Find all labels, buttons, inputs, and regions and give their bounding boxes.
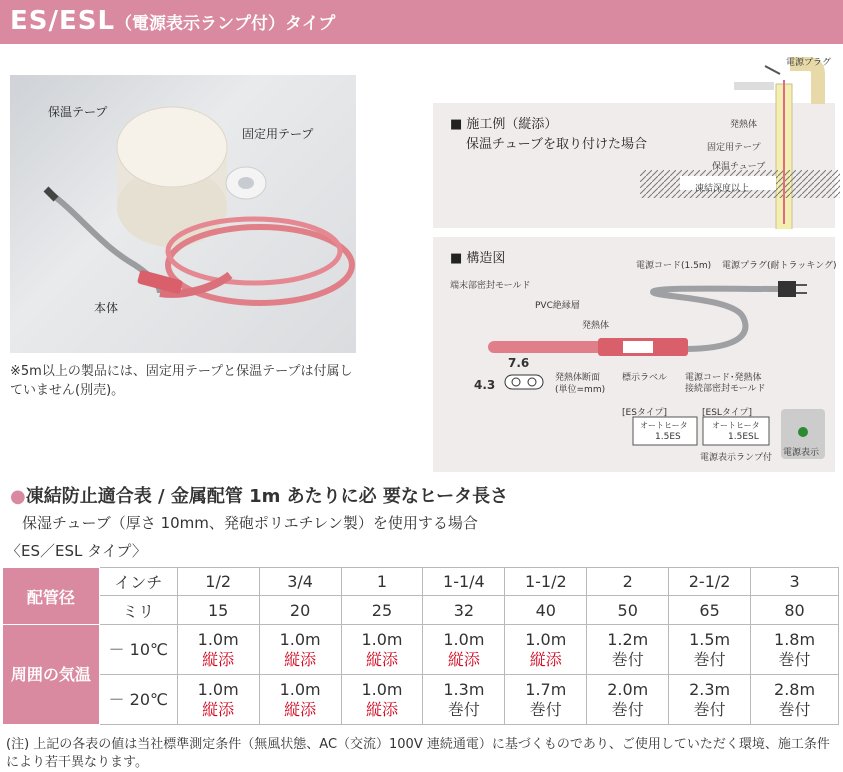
- install-label-fixtape: 固定用テープ: [707, 143, 761, 153]
- label-fixing-tape: 固定用テープ: [242, 127, 314, 141]
- inch-cell: 1/2: [177, 568, 259, 596]
- mm-cell: 15: [177, 596, 259, 625]
- inch-cell: 2: [587, 568, 669, 596]
- struct-lamp-caption: 電源表示ランプ付: [700, 453, 773, 463]
- struct-label-heater: 発熱体: [582, 321, 610, 331]
- install-example-subtitle: 保温チューブを取り付けた場合: [466, 137, 647, 152]
- struct-es-type: [ESタイプ]: [622, 408, 667, 418]
- table-cell: 1.0m 縦添: [259, 675, 341, 725]
- table-cell: 2.0m 巻付: [587, 675, 669, 725]
- table-cell: 1.0m 縦添: [423, 625, 505, 675]
- table-cell: 1.8m 巻付: [751, 625, 839, 675]
- header-pipe: 配管径: [3, 568, 100, 625]
- inch-cell: 3/4: [259, 568, 341, 596]
- inch-cell: 1: [341, 568, 423, 596]
- table-cell: 1.2m 巻付: [587, 625, 669, 675]
- temp-label: － 20℃: [99, 675, 177, 725]
- struct-es-code: 1.5ES: [655, 432, 681, 442]
- table-cell: 1.3m 巻付: [423, 675, 505, 725]
- header-temp: 周囲の気温: [3, 625, 100, 725]
- table-cell: 2.8m 巻付: [751, 675, 839, 725]
- title-main: ES/ESL: [10, 6, 116, 36]
- table-cell: 2.3m 巻付: [669, 675, 751, 725]
- table-cell: 1.0m 縦添: [341, 675, 423, 725]
- table-cell: 1.0m 縦添: [259, 625, 341, 675]
- footnote: (注) 上記の各表の値は当社標準測定条件（無風状態、AC（交流）100V 連続通電）に基づくものであり、ご使用していただく環境、施工条件により若干異なります。: [6, 737, 830, 770]
- table-row-mm: [3, 596, 839, 625]
- inch-cell: 2-1/2: [669, 568, 751, 596]
- install-label-tube: 保温チューブ: [712, 162, 766, 172]
- mm-cell: 80: [751, 596, 839, 625]
- struct-label-unit: (単位=mm): [555, 385, 606, 395]
- inch-cell: 3: [751, 568, 839, 596]
- struct-lamp-text: 電源表示: [783, 448, 820, 458]
- table-cell: 1.0m 縦添: [341, 625, 423, 675]
- structure-title: ■ 構造図: [450, 251, 506, 266]
- mm-cell: 20: [259, 596, 341, 625]
- install-label-heater: 発熱体: [730, 120, 758, 130]
- mm-cell: 32: [423, 596, 505, 625]
- product-photo: [10, 75, 356, 353]
- temp-label: － 10℃: [99, 625, 177, 675]
- table-section-title: ●凍結防止適合表 / 金属配管 1m あたりに必 要なヒータ長さ: [10, 486, 509, 507]
- table-type-label: 〈ES／ESL タイプ〉: [6, 542, 147, 560]
- struct-dim-height: 4.3: [474, 378, 496, 392]
- photo-note: ※5m以上の製品には、固定用テープと保温テープは付属していません(別売)。: [10, 364, 353, 398]
- table-row-minus20: [3, 675, 839, 725]
- struct-dim-width: 7.6: [508, 356, 530, 370]
- table-cell: 1.0m 縦添: [177, 675, 259, 725]
- unit-mm: ミリ: [99, 596, 177, 625]
- table-cell: 1.0m 縦添: [505, 625, 587, 675]
- label-body: 本体: [94, 301, 119, 315]
- struct-label-plug: 電源プラグ(耐トラッキング): [722, 261, 837, 271]
- struct-label-end-seal: 端末部密封モールド: [450, 281, 531, 291]
- struct-label-joint2: 接続部密封モールド: [685, 384, 766, 394]
- label-insulation-tape: 保温テープ: [48, 105, 108, 119]
- mm-cell: 65: [669, 596, 751, 625]
- table-row-inch: [3, 568, 839, 596]
- table-cell: 1.0m 縦添: [177, 625, 259, 675]
- struct-label-section: 発熱体断面: [555, 373, 601, 383]
- unit-inch: インチ: [99, 568, 177, 596]
- heater-length-table: [2, 567, 839, 725]
- struct-es-brand: オートヒータ: [640, 421, 688, 430]
- install-label-plug: 電源プラグ: [786, 58, 832, 68]
- install-label-frost: 凍結深度以上: [695, 184, 750, 194]
- mm-cell: 25: [341, 596, 423, 625]
- struct-esl-code: 1.5ESL: [728, 432, 759, 442]
- install-example-title: ■ 施工例（縦添）: [450, 117, 558, 132]
- title-sub: （電源表示ランプ付）タイプ: [115, 14, 336, 34]
- table-cell: 1.7m 巻付: [505, 675, 587, 725]
- structure-diagram: [433, 237, 835, 472]
- struct-label-joint1: 電源コード･発熱体: [685, 373, 762, 383]
- mm-cell: 40: [505, 596, 587, 625]
- struct-label-pvc: PVC絶縁層: [535, 301, 580, 311]
- table-row-minus10: [3, 625, 839, 675]
- page-title: [10, 6, 335, 36]
- struct-esl-type: [ESLタイプ]: [702, 408, 752, 418]
- mm-cell: 50: [587, 596, 669, 625]
- struct-label-cord: 電源コード(1.5m): [636, 261, 712, 271]
- header-bar: [0, 0, 843, 44]
- struct-esl-brand: オートヒータ: [712, 421, 760, 430]
- table-cell: 1.5m 巻付: [669, 625, 751, 675]
- inch-cell: 1-1/2: [505, 568, 587, 596]
- install-diagram: [640, 44, 840, 229]
- struct-label-marker: 標示ラベル: [622, 373, 668, 383]
- table-section-subtitle: 保湿チューブ（厚さ 10mm、発砲ポリエチレン製）を使用する場合: [22, 514, 478, 532]
- inch-cell: 1-1/4: [423, 568, 505, 596]
